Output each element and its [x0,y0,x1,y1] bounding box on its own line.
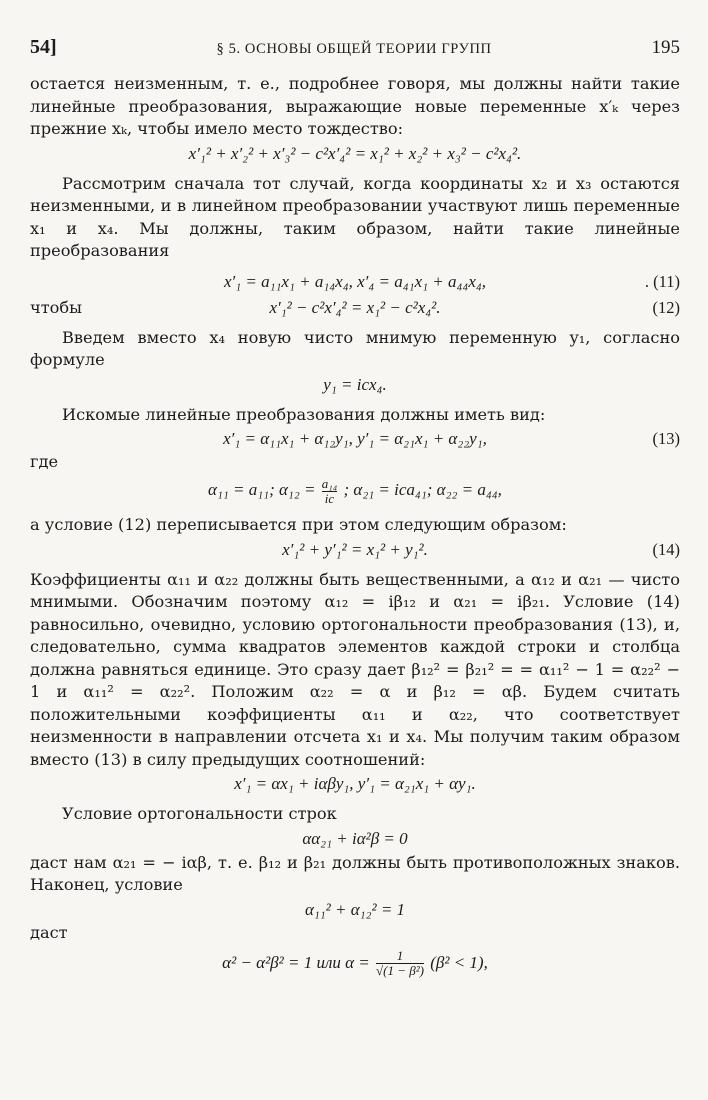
equation-identity [30,141,680,167]
word-dast: даст [30,922,68,942]
equation-14-text: x′₁² + y′₁² = x₁² + y₁². [282,539,428,559]
paragraph-1: остается неизменным, т. е., подробнее говоря, мы должны найти такие линейные преобразования, выражающие новые переменные x′ₖ через прежние xₖ, чтобы имело место тождество: [30,74,680,138]
paragraph-5: а условие (12) переписывается при этом следующим образом: [30,515,567,534]
equation-17 [30,897,680,923]
equation-16-text: αα₂₁ + iα²β = 0 [302,828,408,848]
word-gde: где [30,452,59,471]
equation-13-text: x′₁ = α₁₁x₁ + α₁₂y₁, y′₁ = α₂₁x₁ + α₂₂y₁, [223,429,487,448]
word-gde-row [30,452,680,472]
equation-17-text: α₁₁² + α₁₂² = 1 [304,899,406,919]
fraction-numerator-one: 1 [396,948,404,964]
equation-18-left: α² − α²β² = 1 или α = [222,952,370,972]
equation-14 [30,537,680,563]
fraction-denominator: ic [322,491,338,506]
equation-alpha [30,472,680,508]
page-header [30,36,680,59]
paragraph-3: Введем вместо x₄ новую чисто мнимую переменную y₁, согласно формуле [30,327,680,369]
equation-12 [30,295,680,321]
fraction-denominator-root: √(1 − β²) [376,963,424,979]
fraction-a14-ic [322,477,338,506]
equation-12-number: (12) [652,297,680,317]
paragraph-6: Коэффициенты α₁₁ и α₂₂ должны быть вещественными, а α₁₂ и α₂₁ — чисто мнимыми. Обозначим поэтому α₁₂ = iβ₁₂ и α₂₁ = iβ₂₁. Условие (14) равносильно, очевидно, условию ортогональности преобразования (13), и, следовательно, сумма квадратов элементов каждой строки и столбца должна равняться единице. Это сразу дает β₁₂² = β₂₁² = = α₁₁² − 1 = α₂₂² − 1 и α₁₁² = α₂₂². Положим α₂₂ = α и β₁₂ = αβ. Будем считать положительными коэффициенты α₁₁ и α₂₂, что соответствует неизменности в направлении отсчета x₁ и x₄. Мы получим таким образом вместо (13) в силу предыдущих соотношений: [30,569,680,769]
equation-14-number: (14) [652,539,680,559]
paragraph-8: даст нам α₂₁ = − iαβ, т. е. β₁₂ и β₂₁ должны быть противоположных знаков. Наконец, условие [30,852,680,894]
equation-identity-text: x′₁² + x′₂² + x′₃² − c²x′₄² = x₁² + x₂² + x₃² − c²x₄². [188,143,522,163]
word-dast-row [30,923,680,943]
paragraph-4: Искомые линейные преобразования должны иметь вид: [62,404,546,424]
paragraph-7: Условие ортогональности строк [62,804,337,823]
equation-18-right: (β² < 1), [430,952,488,972]
equation-18 [30,943,680,983]
page-number: 195 [651,37,680,58]
equation-12-text: x′₁² − c²x′₄² = x₁² − c²x₄². [269,297,441,317]
paragraph-2: Рассмотрим сначала тот случай, когда координаты x₂ и x₃ остаются неизменными, и в линейном преобразовании участвуют лишь переменные x₁ и x₄. Мы должны, таким образом, найти такие линейные преобразования [30,173,680,260]
equation-15-text: x′₁ = αx₁ + iαβy₁, y′₁ = α₂₁x₁ + αy₁. [234,774,476,793]
section-number: 54] [30,36,57,58]
equation-y-text: y₁ = icx₄. [323,374,387,394]
equation-y [30,372,680,398]
running-title: § 5. ОСНОВЫ ОБЩЕЙ ТЕОРИИ ГРУПП [216,41,492,57]
fraction-one-over-root [376,949,424,978]
equation-alpha-left: α₁₁ = a₁₁; α₁₂ = [208,480,316,499]
equation-13 [30,426,680,452]
equation-11-number: . (11) [644,271,680,291]
equation-13-number: (13) [652,429,680,448]
equation-alpha-right: ; α₂₁ = ica₄₁; α₂₂ = a₄₄, [343,480,502,499]
fraction-numerator: a₁₄ [321,475,338,491]
equation-11-text: x′₁ = a₁₁x₁ + a₁₄x₄, x′₄ = a₄₁x₁ + a₄₄x₄, [223,271,487,291]
equation-11 [30,269,680,295]
equation-16 [30,826,680,852]
equation-15 [30,771,680,797]
word-chtoby: чтобы [30,297,83,317]
